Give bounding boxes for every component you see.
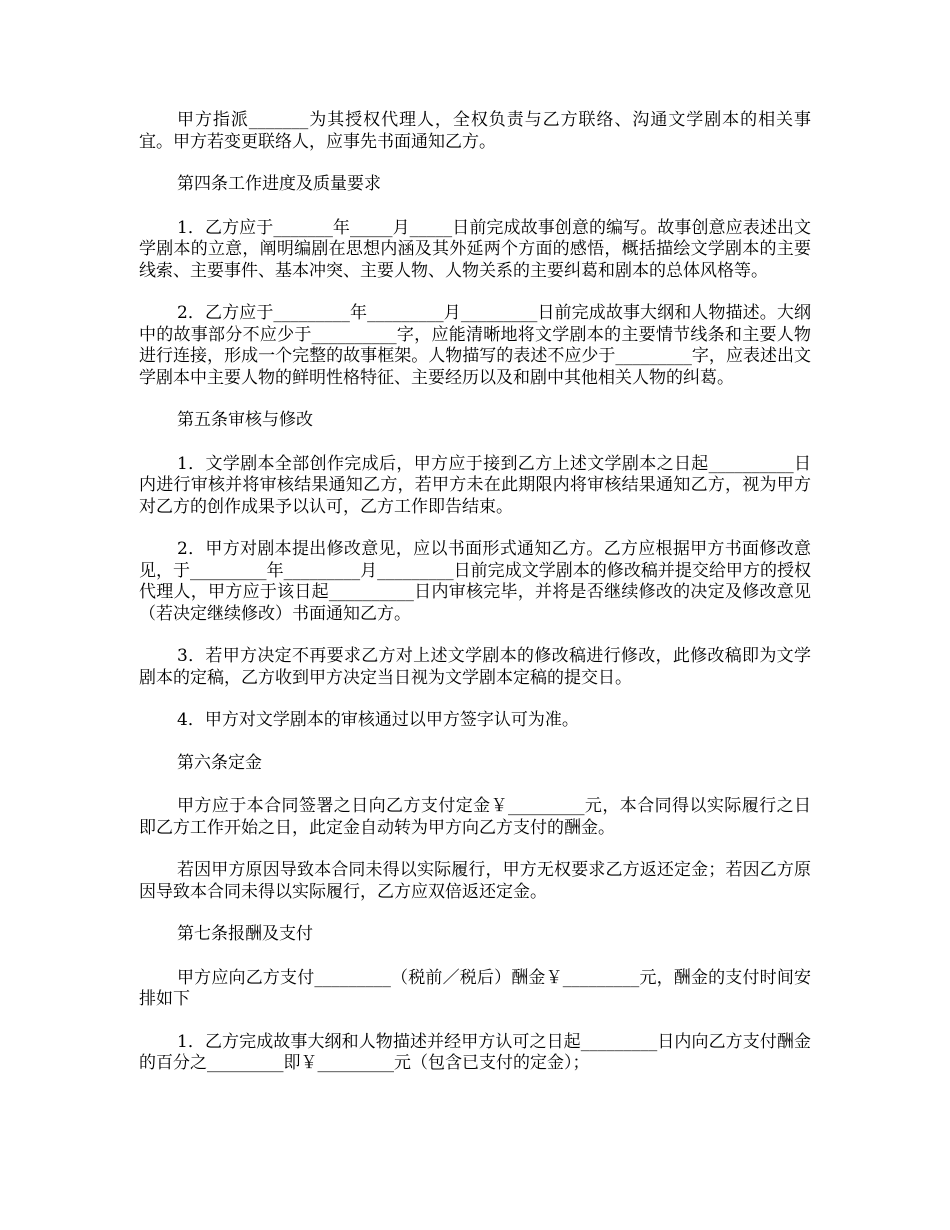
document-page	[139, 110, 811, 1096]
paragraph-article-5-clause-3: 3．若甲方决定不再要求乙方对上述文学剧本的修改稿进行修改，此修改稿即为文学剧本的定稿，乙方收到甲方决定当日视为文学剧本定稿的提交日。	[139, 646, 811, 688]
heading-article-6: 第六条定金	[177, 752, 262, 773]
paragraph-article-5-clause-1: 1．文学剧本全部创作完成后，甲方应于接到乙方上述文学剧本之日起__________日内进行审核并将审核结果通知乙方，若甲方未在此期限内将审核结果通知乙方，视为甲方对乙方的创作成果予以认可，乙方工作即告结束。	[139, 453, 811, 517]
heading-article-4: 第四条工作进度及质量要求	[177, 174, 381, 194]
paragraph-liaison-agent: 甲方指派_______为其授权代理人，全权负责与乙方联络、沟通文学剧本的相关事宜。甲方若变更联络人，应事先书面通知乙方。	[139, 110, 811, 152]
paragraph-article-4-clause-1: 1．乙方应于_______年_____月_____日前完成故事创意的编写。故事创意应表述出文学剧本的立意，阐明编剧在思想内涵及其外延两个方面的感悟，概括描绘文学剧本的主要线索、主要事件、基本冲突、主要人物、人物关系的主要纠葛和剧本的总体风格等。	[139, 217, 811, 281]
heading-article-5: 第五条审核与修改	[177, 410, 313, 430]
heading-article-7: 第七条报酬及支付	[177, 924, 313, 944]
paragraph-article-4-clause-2: 2．乙方应于_________年_________月_________日前完成故事大纲和人物描述。大纲中的故事部分不应少于__________字，应能清晰地将文学剧本的主要情节线条和主要人物进行连接，形成一个完整的故事框架。人物描写的表述不应少于_________字，应表述出文学剧本中主要人物的鲜明性格特征、主要经历以及和剧中其他相关人物的纠葛。	[139, 303, 811, 388]
paragraph-article-5-clause-4: 4．甲方对文学剧本的审核通过以甲方签字认可为准。	[177, 710, 579, 730]
paragraph-article-5-clause-2: 2．甲方对剧本提出修改意见，应以书面形式通知乙方。乙方应根据甲方书面修改意见，于_________年_________月_________日前完成文学剧本的修改稿并提交给甲方的授权代理人，甲方应于该日起__________日内审核完毕，并将是否继续修改的决定及修改意见（若决定继续修改）书面通知乙方。	[139, 539, 811, 624]
paragraph-article-6-refund: 若因甲方原因导致本合同未得以实际履行，甲方无权要求乙方返还定金；若因乙方原因导致本合同未得以实际履行，乙方应双倍返还定金。	[139, 860, 811, 902]
paragraph-article-7-clause-1: 1．乙方完成故事大纲和人物描述并经甲方认可之日起_________日内向乙方支付酬金的百分之_________即￥_________元（包含已支付的定金）；	[139, 1031, 811, 1073]
paragraph-article-7-fee: 甲方应向乙方支付_________（税前／税后）酬金￥_________元，酬金的支付时间安排如下	[139, 967, 811, 1009]
paragraph-article-6-deposit: 甲方应于本合同签署之日向乙方支付定金￥_________元，本合同得以实际履行之日即乙方工作开始之日，此定金自动转为甲方向乙方支付的酬金。	[139, 796, 811, 838]
